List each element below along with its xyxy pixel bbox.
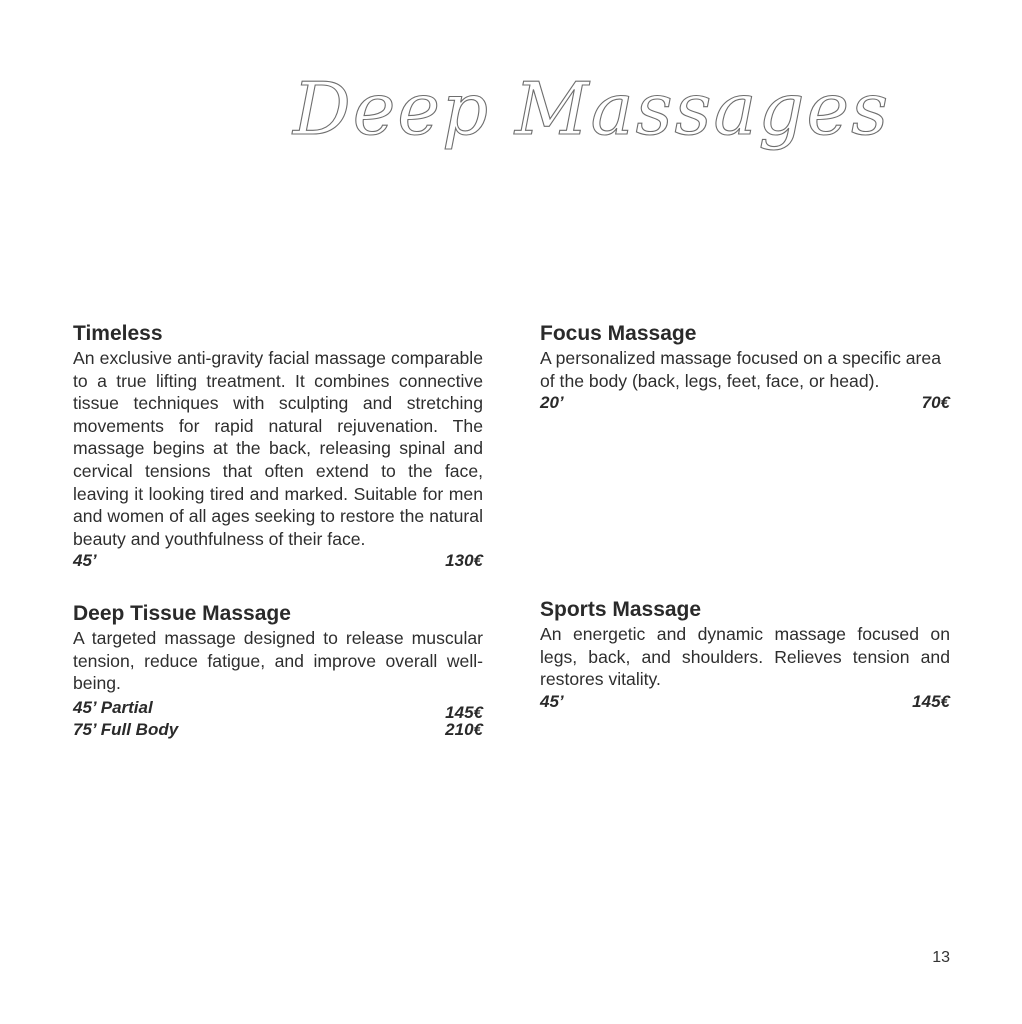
- service-title: Deep Tissue Massage: [73, 602, 291, 625]
- duration: 45’: [540, 691, 564, 711]
- service-deep-tissue-massage: [73, 601, 483, 741]
- service-sports-massage: [540, 597, 950, 713]
- svg-text:Deep Massages: Deep Massages: [293, 67, 891, 151]
- service-timeless: [73, 321, 483, 572]
- duration: 20’: [540, 393, 564, 413]
- service-title: Sports Massage: [540, 598, 702, 621]
- price-row: [73, 550, 483, 572]
- page-number: 13: [932, 949, 950, 966]
- price-row: [540, 392, 950, 414]
- duration: 75’ Full Body: [73, 719, 179, 739]
- price: 70€: [921, 393, 950, 413]
- price-row: [73, 697, 483, 722]
- price: 210€: [445, 719, 483, 739]
- duration: 45’ Partial: [73, 697, 153, 717]
- page-title: [285, 62, 891, 172]
- service-description: A targeted massage designed to release muscular tension, reduce fatigue, and improve overall well-being.: [73, 628, 483, 694]
- service-title: Timeless: [73, 322, 163, 345]
- duration: 45’: [73, 551, 97, 571]
- price: 145€: [912, 691, 950, 711]
- price-row: [73, 719, 483, 741]
- price-row: [540, 691, 950, 713]
- service-description: An energetic and dynamic massage focused on legs, back, and shoulders. Relieves tension and restores vitality.: [540, 624, 950, 690]
- service-description: An exclusive anti-gravity facial massage comparable to a true lifting treatment. It combines connective tissue techniques with sculpting and stretching movements for rapid natural rejuvenation. The massage begins at the back, releasing spinal and cervical tensions that often extend to the face, leaving it looking tired and marked. Suitable for men and women of all ages seeking to restore the natural beauty and youthfulness of their face.: [73, 348, 483, 549]
- price: 130€: [445, 551, 483, 571]
- service-description: A personalized massage focused on a specific area of the body (back, legs, feet, face, or head).: [540, 348, 941, 391]
- service-title: Focus Massage: [540, 322, 697, 345]
- service-focus-massage: [540, 321, 950, 414]
- price: 145€: [445, 702, 483, 722]
